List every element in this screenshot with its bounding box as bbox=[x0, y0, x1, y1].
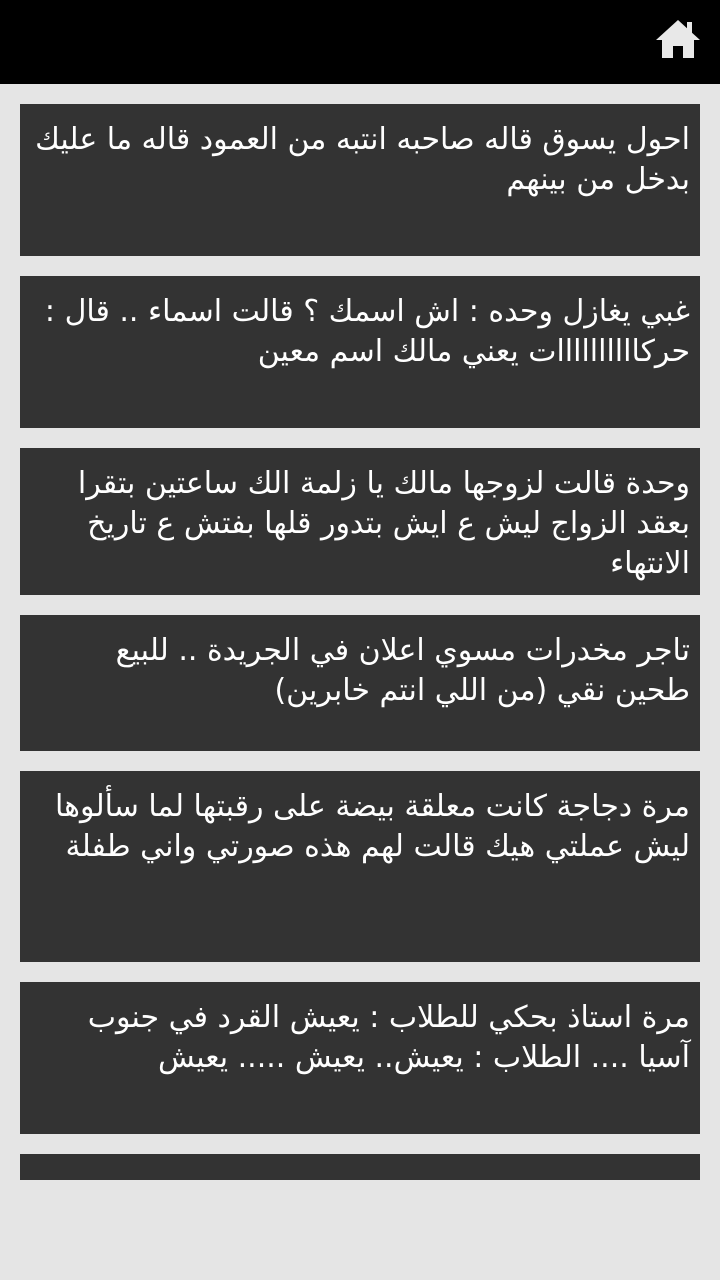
jokes-list[interactable] bbox=[20, 84, 700, 1180]
joke-text: تاجر مخدرات مسوي اعلان في الجريدة .. للبيع طحين نقي (من اللي انتم خابرين) bbox=[115, 633, 690, 708]
joke-card[interactable] bbox=[20, 615, 700, 751]
joke-card-partial[interactable] bbox=[20, 1154, 700, 1180]
joke-card[interactable] bbox=[20, 448, 700, 595]
bottom-empty-area bbox=[0, 1180, 720, 1280]
joke-text: احول يسوق قاله صاحبه انتبه من العمود قاله ما عليك بدخل من بينهم bbox=[35, 122, 690, 197]
joke-card[interactable] bbox=[20, 104, 700, 256]
joke-text: مرة استاذ بحكي للطلاب : يعيش القرد في جنوب آسيا .... الطلاب : يعيش.. يعيش ..... يعيش bbox=[87, 1000, 690, 1075]
top-app-bar bbox=[0, 0, 720, 84]
home-icon bbox=[654, 18, 702, 60]
joke-text: غبي يغازل وحده : اش اسمك ؟ قالت اسماء .. قال : حركاااااااااات يعني مالك اسم معين bbox=[44, 294, 690, 369]
joke-text: مرة دجاجة كانت معلقة بيضة على رقبتها لما سألوها ليش عملتي هيك قالت لهم هذه صورتي واني طفلة bbox=[54, 789, 690, 864]
joke-card[interactable] bbox=[20, 982, 700, 1134]
joke-text: وحدة قالت لزوجها مالك يا زلمة الك ساعتين بتقرا بعقد الزواج ليش ع ايش بتدور قلها بفتش ع تاريخ الانتهاء bbox=[77, 466, 690, 581]
joke-card[interactable] bbox=[20, 771, 700, 962]
home-button[interactable] bbox=[654, 18, 702, 60]
joke-card[interactable] bbox=[20, 276, 700, 428]
